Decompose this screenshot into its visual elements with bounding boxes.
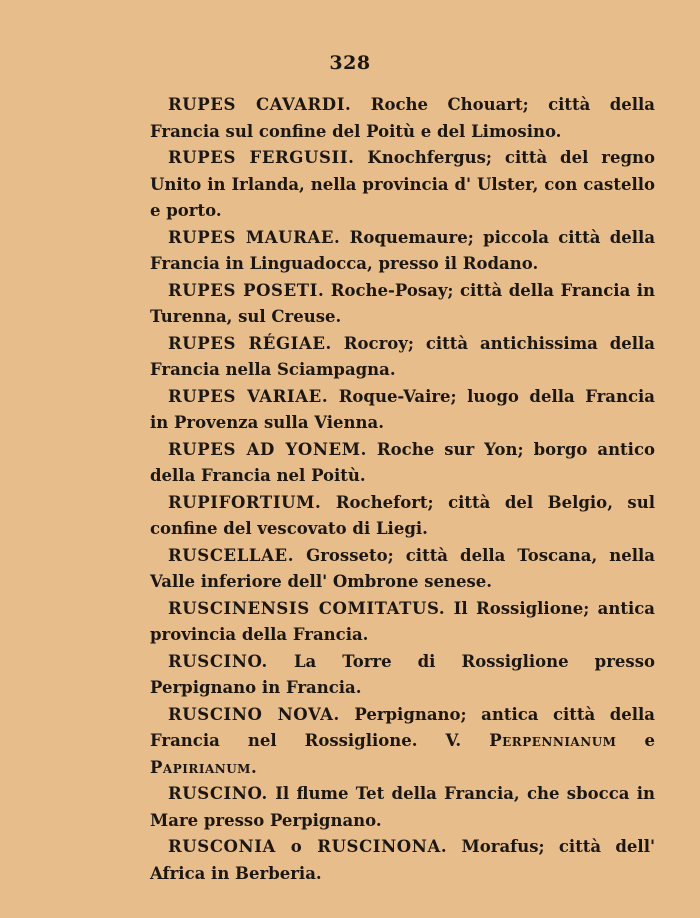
entry-headword: RUSCINO NOVA.: [168, 704, 340, 724]
entry-definition: La Torre di Rossiglione presso Perpignano in Francia.: [150, 651, 655, 697]
entry-definition-connector: e: [616, 731, 655, 750]
entry: [150, 225, 655, 278]
entry-headword: RUPES MAURAE.: [168, 227, 341, 247]
entry: [150, 437, 655, 490]
entry-definition: Rocroy; città antichissima della Francia nella Sciampagna.: [150, 333, 655, 379]
entry-headword: RUPES CAVARDI.: [168, 95, 352, 114]
entry-definition: Roche Chouart; città della Francia sul confine del Poitù e del Limosino.: [150, 95, 655, 141]
entry-headword: RUPES FERGUSII.: [168, 148, 355, 167]
entry-headword: RUSCINENSIS COMITATUS.: [168, 598, 446, 618]
entry-headword: RUSCINO.: [168, 784, 268, 803]
entry-definition: Rochefort; città del Belgio, sul confine del vescovato di Liegi.: [150, 492, 655, 538]
entry: [150, 781, 655, 834]
entry-definition: Grosseto; città della Toscana, nella Valle inferiore dell' Ombrone senese.: [150, 545, 655, 591]
entry: [150, 145, 655, 225]
page-number: 328: [329, 52, 371, 74]
entry: [150, 384, 655, 437]
entry-definition-end: .: [250, 757, 257, 777]
entry: [150, 702, 655, 782]
dictionary-entries: [150, 92, 655, 887]
entry: [150, 834, 655, 887]
entry-definition: Morafus; città dell' Africa in Berberia.: [150, 837, 656, 883]
entry-definition: Il Rossiglione; antica provincia della Francia.: [150, 598, 655, 644]
entry-definition: Perpignano; antica città della Francia nel Rossiglione. V.: [150, 704, 655, 750]
entry: [150, 278, 655, 331]
entry: [150, 649, 655, 702]
entry-headword: RUSCINO.: [168, 651, 268, 671]
entry: [150, 543, 655, 596]
entry: [150, 490, 655, 543]
entry-headword: RUPES RÉGIAE.: [168, 333, 332, 353]
entry: [150, 596, 655, 649]
entry-definition: Roche sur Yon; borgo antico della Francia nel Poitù.: [150, 439, 656, 485]
entry-headword: RUPIFORTIUM.: [168, 492, 322, 512]
entry-headword: RUPES POSETI.: [168, 280, 325, 300]
entry-definition: Il flume Tet della Francia, che sbocca in Mare presso Perpignano.: [150, 784, 655, 830]
entry-definition: Roquemaure; piccola città della Francia in Linguadocca, presso il Rodano.: [150, 227, 656, 273]
entry-headword: RUSCELLAE.: [168, 545, 295, 565]
entry-headword: RUPES VARIAE.: [168, 386, 329, 406]
entry-headword: RUSCONIA o RUSCINONA.: [168, 837, 448, 856]
entry-definition: Knochfergus; città del regno Unito in Irlanda, nella provincia d' Ulster, con castello e porto.: [150, 148, 655, 220]
entry-definition: Roche-Posay; città della Francia in Turenna, sul Creuse.: [150, 280, 655, 326]
cross-reference: Papirianum: [150, 757, 251, 777]
entry: [150, 92, 655, 145]
entry-definition: Roque-Vaire; luogo della Francia in Provenza sulla Vienna.: [150, 386, 656, 432]
entry-headword: RUPES AD YONEM.: [168, 439, 367, 459]
cross-reference: Perpennianum: [489, 731, 617, 750]
entry: [150, 331, 655, 384]
